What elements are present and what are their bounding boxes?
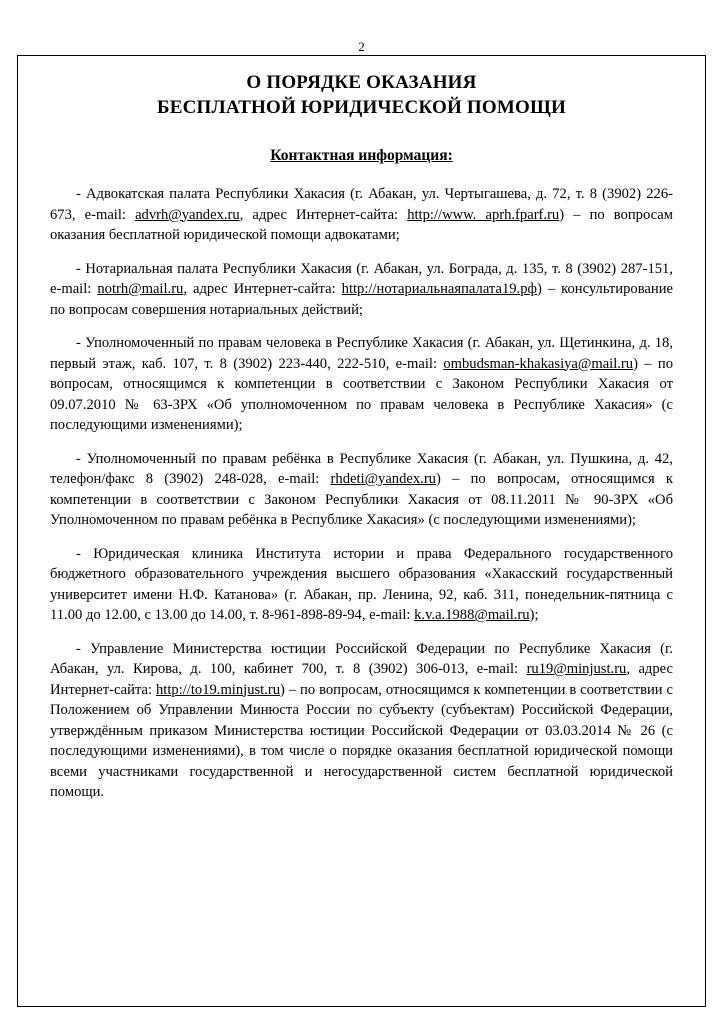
- contact-link-text[interactable]: http://www. aprh.fparf.ru: [407, 206, 560, 223]
- contact-paragraph-child-rights-commissioner: [50, 449, 673, 531]
- contact-paragraph-human-rights-commissioner: [50, 333, 673, 436]
- page-title-line-1: О ПОРЯДКЕ ОКАЗАНИЯ: [246, 72, 477, 93]
- contact-paragraph-ministry-of-justice: [50, 639, 673, 803]
- contact-link-text[interactable]: advrh@yandex.ru: [135, 206, 240, 223]
- contact-link-text[interactable]: ombudsman-khakasiya@mail.ru: [443, 355, 634, 372]
- paragraph-text: ) – по вопросам оказания бесплатной юридической помощи адвокатами;: [50, 206, 674, 243]
- document-content: [22, 60, 701, 803]
- paragraph-text: - Юридическая клиника Института истории и права Федерального государственного бюджетного образовательного учреждения высшего образования «Хакасский государственный университет имени Н.Ф. Катанова» (г. Абакан, пр. Ленина, 92, каб. 311, понедельник-пятница с 11.00 до 12.00, с 13.00 до 14.00, т. 8-961-898-89-94, e-mail:: [50, 545, 673, 623]
- contact-link-text[interactable]: notrh@mail.ru: [97, 281, 184, 297]
- contact-link-text[interactable]: http://to19.minjust.ru: [155, 681, 281, 698]
- paragraph-text: ) – по вопросам, относящимся к компетенции в соответствии с Законом Республики Хакасия от 09.07.2010 № 63-ЗРХ «Об уполномоченном по правам человека в Республике Хакасия» (с последующими изменениями);: [50, 355, 674, 433]
- paragraph-text: - Уполномоченный по правам ребёнка в Республике Хакасия (г. Абакан, ул. Пушкина, д. 42, телефон/факс 8 (3902) 248-028, e-mail:: [50, 450, 673, 487]
- contact-paragraph-notary-chamber: [50, 259, 673, 321]
- page-number: 2: [358, 39, 365, 54]
- paragraph-text: ) – по вопросам, относящимся к компетенции в соответствии с Положением об Управлении Минюста России по субъекту (субъектам) Российской Федерации, утверждённым приказом Министерства юстиции Российской Федерации от 03.03.2014 № 26 (с последующими изменениями), в том числе о порядке оказания бесплатной юридической помощи всеми участниками государственной и негосударственной систем бесплатной юридической помощи.: [50, 681, 673, 800]
- contacts-list: [50, 184, 673, 803]
- paragraph-text: ) – по вопросам, относящимся к компетенции в соответствии с Законом Республики Хакасия от 08.11.2011 № 90-ЗРХ «Об Уполномоченном по правам ребёнка в Республике Хакасия» (с последующими изменениями);: [50, 471, 673, 528]
- paragraph-text: , адрес Интернет-сайта:: [239, 206, 408, 223]
- section-subtitle: Контактная информация:: [270, 147, 453, 164]
- paragraph-text: - Нотариальная палата Республики Хакасия (г. Абакан, ул. Бограда, д. 135, т. 8 (3902) 287-151, e-mail:: [50, 260, 673, 297]
- contact-link-text[interactable]: rhdeti@yandex.ru: [330, 471, 436, 487]
- paragraph-text: - Уполномоченный по правам человека в Республике Хакасия (г. Абакан, ул. Щетинкина, д. 18, первый этаж, каб. 107, т. 8 (3902) 223-440, 222-510, e-mail:: [50, 335, 673, 372]
- contact-link-text[interactable]: k.v.a.1988@mail.ru: [414, 607, 530, 623]
- paragraph-text: ) – консультирование по вопросам совершения нотариальных действий;: [50, 281, 673, 318]
- paragraph-text: - Управление Министерства юстиции Российской Федерации по Республике Хакасия (г. Абакан, ул. Кирова, д. 100, кабинет 700, т. 8 (3902) 306-013, e-mail:: [50, 640, 673, 677]
- contact-paragraph-legal-clinic: [50, 544, 673, 626]
- contact-paragraph-advocate-chamber: [50, 184, 673, 246]
- page-title: [50, 70, 673, 120]
- paragraph-text: - Адвокатская палата Республики Хакасия (г. Абакан, ул. Чертыгашева, д. 72, т. 8 (3902) 226-673, e-mail:: [50, 186, 673, 223]
- contact-link-text[interactable]: ru19@minjust.ru: [526, 661, 627, 677]
- page-title-line-2: БЕСПЛАТНОЙ ЮРИДИЧЕСКОЙ ПОМОЩИ: [157, 97, 566, 118]
- paragraph-text: );: [529, 607, 539, 623]
- paragraph-text: , адрес Интернет-сайта:: [183, 281, 342, 297]
- paragraph-text: , адрес Интернет-сайта:: [50, 661, 673, 698]
- contact-link-text[interactable]: http://нотариальнаяпалата19.рф: [341, 281, 537, 297]
